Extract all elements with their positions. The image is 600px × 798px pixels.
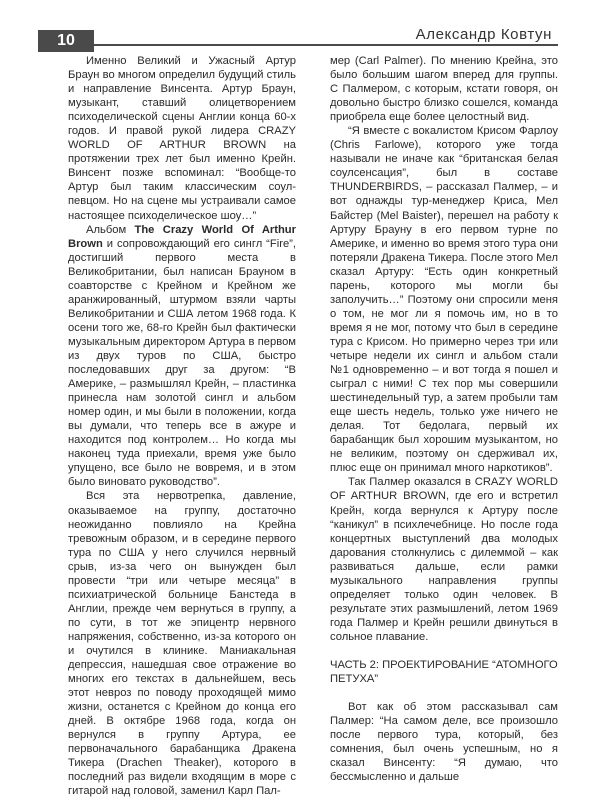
left-column: [68, 54, 296, 798]
album-title: The Crazy World Of Arthur Brown: [68, 223, 296, 250]
paragraph: Так Палмер оказался в CRAZY WORLD OF ARTHUR BROWN, где его и встретил Крейн, когда вернулся к Артуру после “каникул” в психлечебнице. Но после года концертных выступлений два молодых дарования столкнулись с дилеммой – как развиваться дальше, если рамки музыкального направления группы определяет только один человек. В результате этих размышлений, летом 1969 года Палмер и Крейн решили двинуться в сольное плавание.: [330, 476, 558, 643]
page-header: [0, 0, 600, 49]
paragraph: Вот как об этом рассказывал сам Палмер: “На самом деле, все произошло после первого тура, который, без сомнения, был очень успешным, но я сказал Винсенту: “Я думаю, что бессмысленно и дальше: [330, 701, 558, 784]
section-heading: ЧАСТЬ 2: ПРОЕКТИРОВАНИЕ “АТОМНОГО ПЕТУХА”: [330, 658, 558, 686]
page-number: 10: [38, 30, 94, 52]
paragraph: “Я вместе с вокалистом Крисом Фарлоу (Chris Farlowe), которого уже тогда называли не иначе как “британская белая соулсенсация”, был в составе THUNDERBIRDS, – рассказал Палмер, – и вот однажды тур-менеджер Криса, Мел Байстер (Mel Baister), перешел на работу к Артуру Брауну в его первом турне по Америке, и именно во время этого тура они потеряли Дракена Тикера. После этого Мел сказал Артуру: “Есть один конкретный парень, которого мы могли бы заполучить…” Поэтому они спросили меня о том, не мог ли я помочь им, но в то время я не мог, потому что был в середине тура с Крисом. Но примерно через три или четыре недели их сингл и альбом стали №1 одновременно – и вот тогда я пошел и сыграл с ними! С тех пор мы совершили шестинедельный тур, а затем пробыли там еще шесть недель, только уже ничего не делая. Тот бедолага, первый их барабанщик был хорошим музыкантом, но не великим, поэтому он сдерживал их, плюс еще он принимал много наркотиков”.: [330, 125, 558, 475]
header-rule: [94, 44, 558, 46]
paragraph: [68, 223, 296, 490]
paragraph: Именно Великий и Ужасный Артур Браун во многом определил будущий стиль и направление Винсента. Артур Браун, музыкант, ставший олицетворением психоделической сцены Англии конца 60-х годов. И правой рукой лидера CRAZY WORLD OF ARTHUR BROWN на протяжении трех лет был именно Крейн. Винсент позже вспоминал: “Вообще-то Артур был таким классическим соул-певцом. Но на сцене мы устраивали самое настоящее психоделическое шоу…”: [68, 55, 296, 222]
paragraph: мер (Carl Palmer). По мнению Крейна, это было большим шагом вперед для группы. С Палмером, с которым, кстати говоря, он довольно быстро близко сошелся, команда приобрела еще более целостный вид.: [330, 55, 558, 124]
paragraph-text: и сопровождающий его сингл “Fire”, достигший первого места в Великобритании, был написан Брауном в соавторстве с Крейном и Крейном же аранжированный, штурмом взяли чарты Великобритании и США летом 1968 года. К осени того же, 68-го Крейн был фактически музыкальным директором Артура в первом из двух туров по США, быстро последовавших друг за другом: “В Америке, – размышлял Крейн, – пластинка принесла нам золотой сингл и альбом номер один, и мы были в положении, когда вы думали, что теперь все в ажуре и находится под контролем… Но когда мы наконец туда приехали, время уже было упущено, все было не вовремя, и в этом было виновато руководство”.: [68, 237, 296, 489]
author-name: Александр Ковтун: [415, 26, 552, 43]
paragraph: Вся эта нервотрепка, давление, оказываемое на группу, достаточно неожиданно повлияло на Крейна тревожным образом, и в середине первого тура по США у него случился нервный срыв, из-за чего он вынужден был провести “три или четыре месяца” в психиатрической больнице Банстеда в Англии, прежде чем вернуться в группу, а по сути, в тот же эпицентр нервного напряжения, собственно, из-за которого он и очутился в клинике. Маниакальная депрессия, нашедшая свое отражение во многих его текстах в дальнейшем, весь этот невроз по поводу проходящей мимо жизни, останется с Крейном до конца его дней. В октябре 1968 года, когда он вернулся в группу Артура, ее первоначального барабанщика Дракена Тикера (Drachen Theaker), которого в последний раз видели входящим в море с гитарой над головой, заменил Карл Пал-: [68, 490, 296, 798]
right-column: [330, 54, 558, 784]
paragraph-text: Альбом: [86, 223, 127, 236]
